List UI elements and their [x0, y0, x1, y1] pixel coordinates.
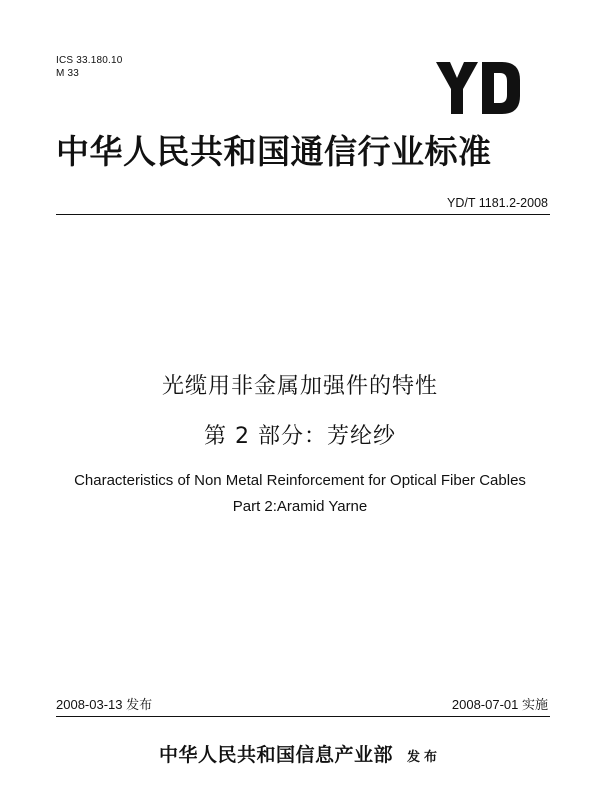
issue-date: 2008-03-13 发布 [56, 697, 153, 712]
title-en-line2: Part 2:Aramid Yarne [232, 498, 368, 515]
standard-code: YD/T 1181.2-2008 [447, 196, 548, 210]
title-cn-line1: 光缆用非金属加强件的特性 [161, 374, 438, 399]
publisher-org: 中华人民共和国信息产业部 [158, 744, 393, 766]
ics-code: ICS 33.180.10 [56, 55, 123, 66]
main-title: 中华人民共和国通信行业标准 [56, 132, 492, 171]
title-cn-line2: 第 2 部分：芳纶纱 [204, 424, 396, 449]
classification-codes [56, 54, 123, 80]
ccs-code: M 33 [56, 68, 80, 79]
yd-logo [436, 62, 520, 114]
publisher-action: 发布 [407, 750, 442, 765]
footer-divider [56, 716, 550, 717]
title-en-line1: Characteristics of Non Metal Reinforcement for Optical Fiber Cables [74, 472, 526, 489]
publisher [0, 740, 600, 767]
header-divider [56, 214, 550, 215]
effective-date: 2008-07-01 实施 [451, 697, 548, 712]
